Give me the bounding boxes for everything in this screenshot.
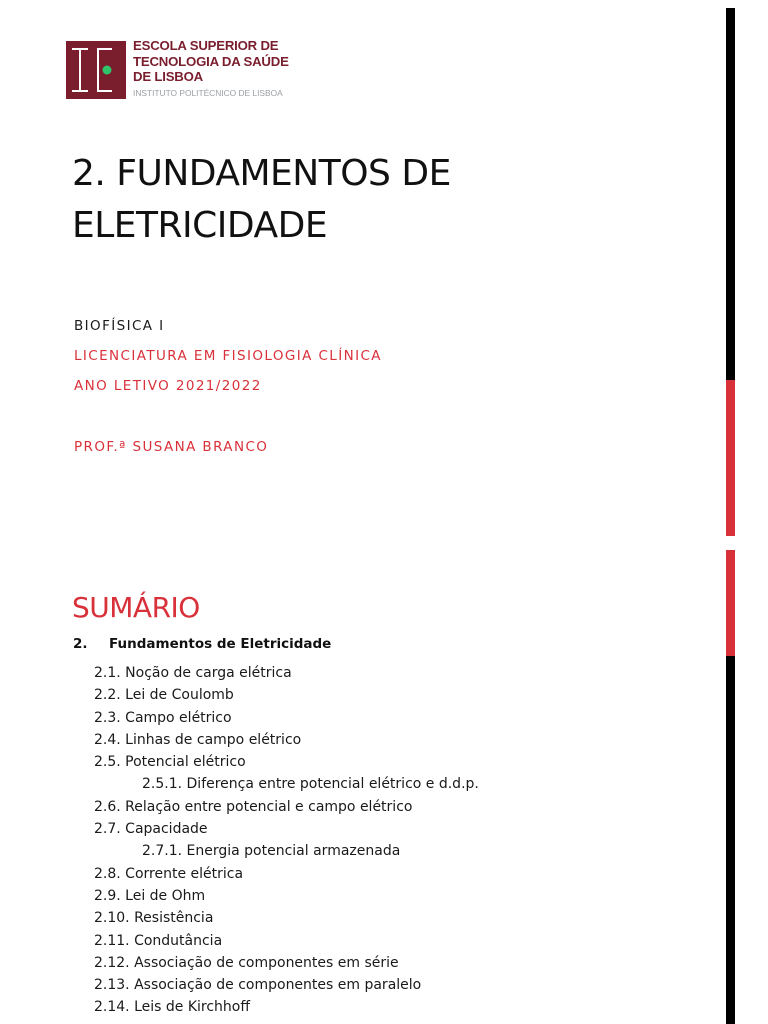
school-name-line-3: DE LISBOA: [133, 69, 204, 84]
professor-name: PROF.ª SUSANA BRANCO: [74, 439, 269, 455]
side-bar-black-top: [726, 8, 735, 380]
title-line-1: 2. FUNDAMENTOS DE: [72, 153, 451, 194]
toc-item: 2.10. Resistência: [94, 910, 214, 927]
toc-item: 2.4. Linhas de campo elétrico: [94, 731, 302, 748]
academic-year: ANO LETIVO 2021/2022: [74, 378, 262, 394]
document-title: [72, 148, 451, 252]
toc-item: 2.6. Relação entre potencial e campo elétrico: [94, 798, 413, 815]
institute-name: INSTITUTO POLITÉCNICO DE LISBOA: [133, 87, 283, 98]
toc-item: 2.14. Leis de Kirchhoff: [94, 999, 250, 1016]
school-name-line-2: TECNOLOGIA DA SAÚDE: [133, 53, 289, 69]
toc-item: 2.13. Associação de componentes em paralelo: [94, 977, 422, 994]
toc-item: 2.3. Campo elétrico: [94, 709, 232, 726]
school-name-line-1: ESCOLA SUPERIOR DE: [133, 38, 279, 53]
school-name: [133, 38, 333, 98]
side-bar-red-bottom: [726, 550, 735, 656]
side-bar-black-bottom: [726, 656, 735, 1024]
toc-subitem: 2.5.1. Diferença entre potencial elétrico e d.d.p.: [142, 776, 479, 793]
toc-item: 2.7. Capacidade: [94, 821, 208, 838]
toc-item: 2.8. Corrente elétrica: [94, 865, 244, 882]
section-title: Fundamentos de Eletricidade: [109, 636, 332, 652]
toc-item: 2.1. Noção de carga elétrica: [94, 665, 292, 681]
degree-name: LICENCIATURA EM FISIOLOGIA CLÍNICA: [74, 348, 382, 364]
course-name: BIOFÍSICA I: [74, 318, 165, 334]
school-logo-icon: [66, 41, 126, 99]
summary-section-heading: [73, 636, 331, 652]
summary-title: SUMÁRIO: [72, 591, 200, 624]
side-bar-red-top: [726, 380, 735, 536]
toc-item: 2.5. Potencial elétrico: [94, 754, 246, 771]
section-number: 2.: [73, 636, 88, 652]
table-of-contents: [94, 662, 479, 1019]
toc-item: 2.9. Lei de Ohm: [94, 887, 206, 904]
title-line-2: ELETRICIDADE: [72, 205, 328, 246]
toc-subitem: 2.7.1. Energia potencial armazenada: [142, 843, 401, 860]
toc-item: 2.12. Associação de componentes em série: [94, 954, 399, 971]
toc-item: 2.11. Condutância: [94, 932, 223, 949]
toc-item: 2.2. Lei de Coulomb: [94, 687, 234, 704]
